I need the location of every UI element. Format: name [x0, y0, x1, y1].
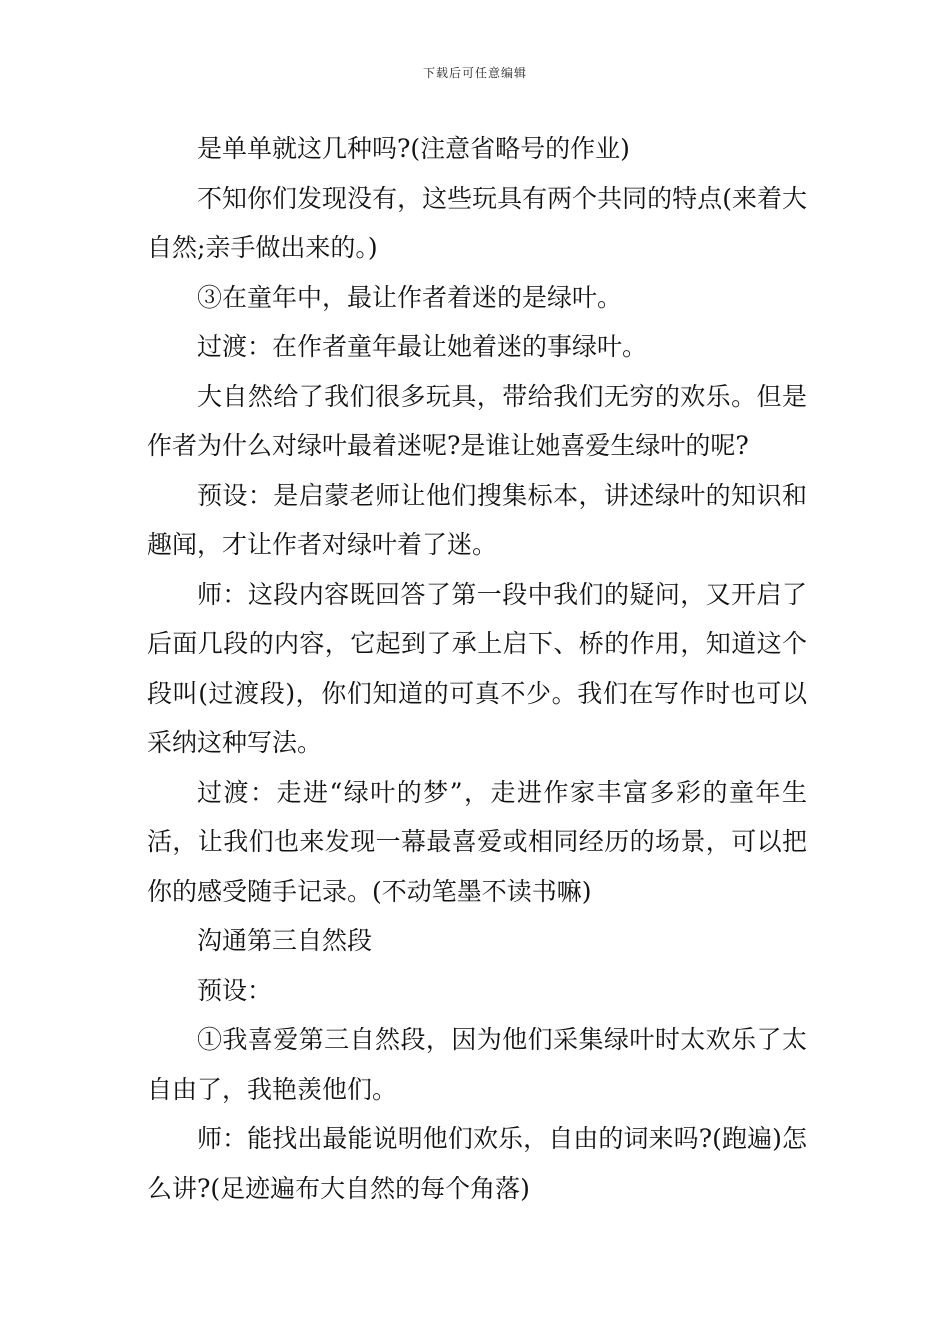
- document-body: [147, 124, 807, 1213]
- page-header: 下载后可任意编辑: [422, 66, 527, 80]
- paragraph: 预设：是启蒙老师让他们搜集标本，讲述绿叶的知识和趣闻，才让作者对绿叶着了迷。: [147, 480, 807, 559]
- paragraph: 师：这段内容既回答了第一段中我们的疑问，又开启了后面几段的内容，它起到了承上启下、桥的作用，知道这个段叫(过渡段)，你们知道的可真不少。我们在写作时也可以采纳这种写法。: [147, 579, 807, 757]
- paragraph: 预设：: [197, 975, 273, 1005]
- paragraph: 不知你们发现没有，这些玩具有两个共同的特点(来着大自然;亲手做出来的。): [147, 183, 807, 262]
- paragraph: 大自然给了我们很多玩具，带给我们无穷的欢乐。但是作者为什么对绿叶最着迷呢?是谁让她喜爱生绿叶的呢?: [147, 381, 807, 460]
- paragraph: 沟通第三自然段: [197, 926, 373, 955]
- paragraph: 是单单就这几种吗?(注意省略号的作业): [197, 134, 630, 163]
- paragraph: 师：能找出最能说明他们欢乐，自由的词来吗?(跑遍)怎么讲?(足迹遍布大自然的每个角落): [147, 1124, 807, 1203]
- paragraph: 过渡：在作者童年最让她着迷的事绿叶。: [197, 332, 648, 361]
- paragraph: 过渡：走进“绿叶的梦”，走进作家丰富多彩的童年生活，让我们也来发现一幕最喜爱或相同经历的场景，可以把你的感受随手记录。(不动笔墨不读书嘛): [147, 777, 807, 906]
- paragraph: ③在童年中，最让作者着迷的是绿叶。: [197, 282, 623, 312]
- paragraph: ①我喜爱第三自然段，因为他们采集绿叶时太欢乐了太自由了，我艳羡他们。: [147, 1025, 807, 1104]
